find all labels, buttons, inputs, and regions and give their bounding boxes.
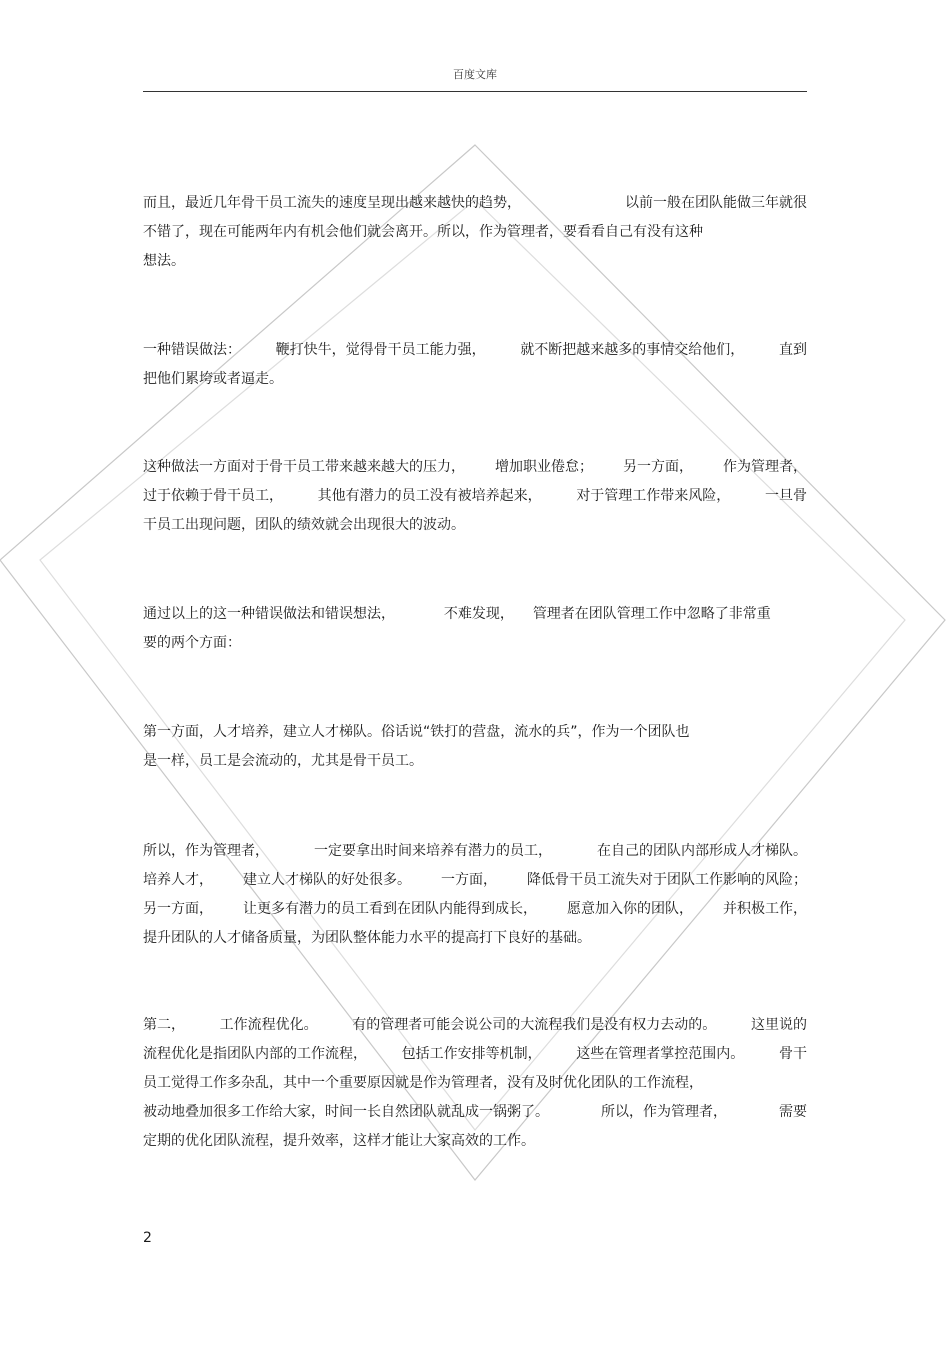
paragraph-line: 不错了，现在可能两年内有机会他们就会离开。所以，作为管理者，要看看自己有没有这种 [143, 224, 703, 240]
page-header [143, 66, 807, 92]
paragraph-line: 通过以上的这一种错误做法和错误想法， 不难发现， 管理者在团队管理工作中忽略了非常重 [143, 606, 771, 622]
paragraph-1 [143, 189, 807, 276]
paragraph-line: 员工觉得工作多杂乱，其中一个重要原因就是作为管理者，没有及时优化团队的工作流程， [143, 1075, 703, 1091]
page-number: 2 [143, 1230, 152, 1246]
paragraph-line: 过于依赖于骨干员工， 其他有潜力的员工没有被培养起来， 对于管理工作带来风险， 一旦骨 [143, 488, 807, 504]
paragraph-line: 干员工出现问题，团队的绩效就会出现很大的波动。 [143, 517, 465, 533]
paragraph-line: 这种做法一方面对于骨干员工带来越来越大的压力， 增加职业倦怠； 另一方面， 作为管理者， [143, 459, 807, 475]
paragraph-2 [143, 336, 807, 394]
paragraph-4 [143, 600, 807, 658]
paragraph-line: 所以，作为管理者， 一定要拿出时间来培养有潜力的员工， 在自己的团队内部形成人才梯队。 [143, 843, 807, 859]
paragraph-3 [143, 453, 807, 540]
paragraph-6 [143, 837, 807, 953]
paragraph-line: 被动地叠加很多工作给大家，时间一长自然团队就乱成一锅粥了。 所以，作为管理者， 需要 [143, 1104, 807, 1120]
paragraph-line: 第一方面，人才培养，建立人才梯队。俗话说“铁打的营盘，流水的兵”，作为一个团队也 [143, 724, 690, 740]
paragraph-line: 一种错误做法： 鞭打快牛，觉得骨干员工能力强， 就不断把越来越多的事情交给他们， 直到 [143, 342, 807, 358]
paragraph-line: 定期的优化团队流程，提升效率，这样才能让大家高效的工作。 [143, 1133, 535, 1149]
paragraph-line: 要的两个方面： [143, 635, 241, 651]
paragraph-line: 另一方面， 让更多有潜力的员工看到在团队内能得到成长， 愿意加入你的团队， 并积极工作， [143, 901, 807, 917]
paragraph-7 [143, 1011, 807, 1156]
paragraph-line: 而且，最近几年骨干员工流失的速度呈现出越来越快的趋势， 以前一般在团队能做三年就很 [143, 195, 807, 211]
paragraph-line: 第二， 工作流程优化。 有的管理者可能会说公司的大流程我们是没有权力去动的。 这里说的 [143, 1017, 807, 1033]
header-title: 百度文库 [453, 68, 497, 81]
paragraph-line: 培养人才， 建立人才梯队的好处很多。 一方面， 降低骨干员工流失对于团队工作影响的风险； [143, 872, 807, 888]
paragraph-line: 提升团队的人才储备质量，为团队整体能力水平的提高打下良好的基础。 [143, 930, 591, 946]
paragraph-line: 是一样，员工是会流动的，尤其是骨干员工。 [143, 753, 423, 769]
paragraph-line: 流程优化是指团队内部的工作流程， 包括工作安排等机制， 这些在管理者掌控范围内。 骨干 [143, 1046, 807, 1062]
paragraph-5 [143, 718, 807, 776]
paragraph-line: 把他们累垮或者逼走。 [143, 371, 283, 387]
paragraph-line: 想法。 [143, 253, 185, 269]
